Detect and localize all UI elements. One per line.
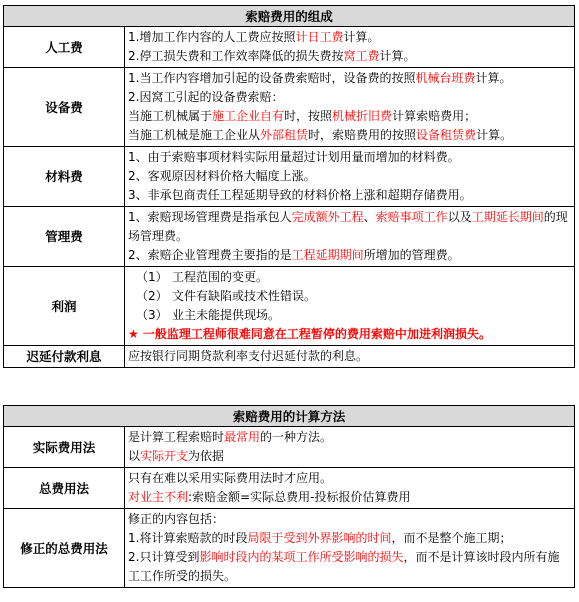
interest-content: 应按银行同期贷款利率支付迟延付款的利息。 [125, 346, 575, 368]
claim-cost-calculation-table [3, 405, 575, 588]
labor-row [4, 27, 575, 68]
profit-content [125, 267, 575, 346]
material-row [4, 147, 575, 207]
profit-item: （1） 工程范围的变更。 [136, 270, 269, 284]
equipment-label: 设备费 [4, 68, 125, 147]
modified-total-cost-row [4, 509, 575, 588]
equipment-row [4, 68, 575, 147]
labor-content: 1.增加工作内容的人工费应按照计日工费计算。 2.停工损失费和工作效率降低的损失费按窝工费计算。 [125, 27, 575, 68]
interest-label: 迟延付款利息 [4, 346, 125, 368]
management-row [4, 207, 575, 267]
material-content: 1、由于索赔事项材料实际用量超过计划用量而增加的材料费。 2、客观原因材料价格大幅度上涨。 3、非承包商责任工程延期导致的材料价格上涨和超期存储费用。 [125, 147, 575, 207]
modified-total-cost-content: 修正的内容包括： 1.将计算索赔款的时段局限于受到外界影响的时间，而不是整个施工期； 2.只计算受到影响时段内的某项工作所受影响的损失，而不是计算该时段内所有施工工作所受的损失。 [125, 509, 575, 588]
table1-title: 索赔费用的组成 [4, 6, 575, 27]
actual-cost-content: 是计算工程索赔时最常用的一种方法。 以实际开支为依据 [125, 427, 575, 468]
total-cost-content: 只有在难以采用实际费用法时才应用。 对业主不利:索赔金额=实际总费用-投标报价估算费用 [125, 468, 575, 509]
claim-cost-composition-table [3, 5, 575, 368]
material-label: 材料费 [4, 147, 125, 207]
interest-row [4, 346, 575, 368]
equipment-content: 1.当工作内容增加引起的设备费索赔时，设备费的按照机械台班费计算。 2.因窝工引起的设备费索赔： 当施工机械属于施工企业自有时，按照机械折旧费计算索赔费用； 当施工机械是施工企业从外部租赁时，索赔费用的按照设备租赁费计算。 [125, 68, 575, 147]
actual-cost-row [4, 427, 575, 468]
profit-star-note: ★ 一般监理工程师很难同意在工程暂停的费用索赔中加进利润损失。 [128, 327, 491, 341]
profit-label: 利润 [4, 267, 125, 346]
table2-title: 索赔费用的计算方法 [4, 406, 575, 427]
management-label: 管理费 [4, 207, 125, 267]
actual-cost-label: 实际费用法 [4, 427, 125, 468]
management-content: 1、索赔现场管理费是指承包人完成额外工程、索赔事项工作以及工期延长期间的现场管理费。 2、索赔企业管理费主要指的是工程延期期间所增加的管理费。 [125, 207, 575, 267]
profit-item: （3） 业主未能提供现场。 [136, 308, 281, 322]
total-cost-label: 总费用法 [4, 468, 125, 509]
labor-label: 人工费 [4, 27, 125, 68]
profit-item: （2） 文件有缺陷或技术性错误。 [136, 289, 317, 303]
total-cost-row [4, 468, 575, 509]
profit-row [4, 267, 575, 346]
modified-total-cost-label: 修正的总费用法 [4, 509, 125, 588]
